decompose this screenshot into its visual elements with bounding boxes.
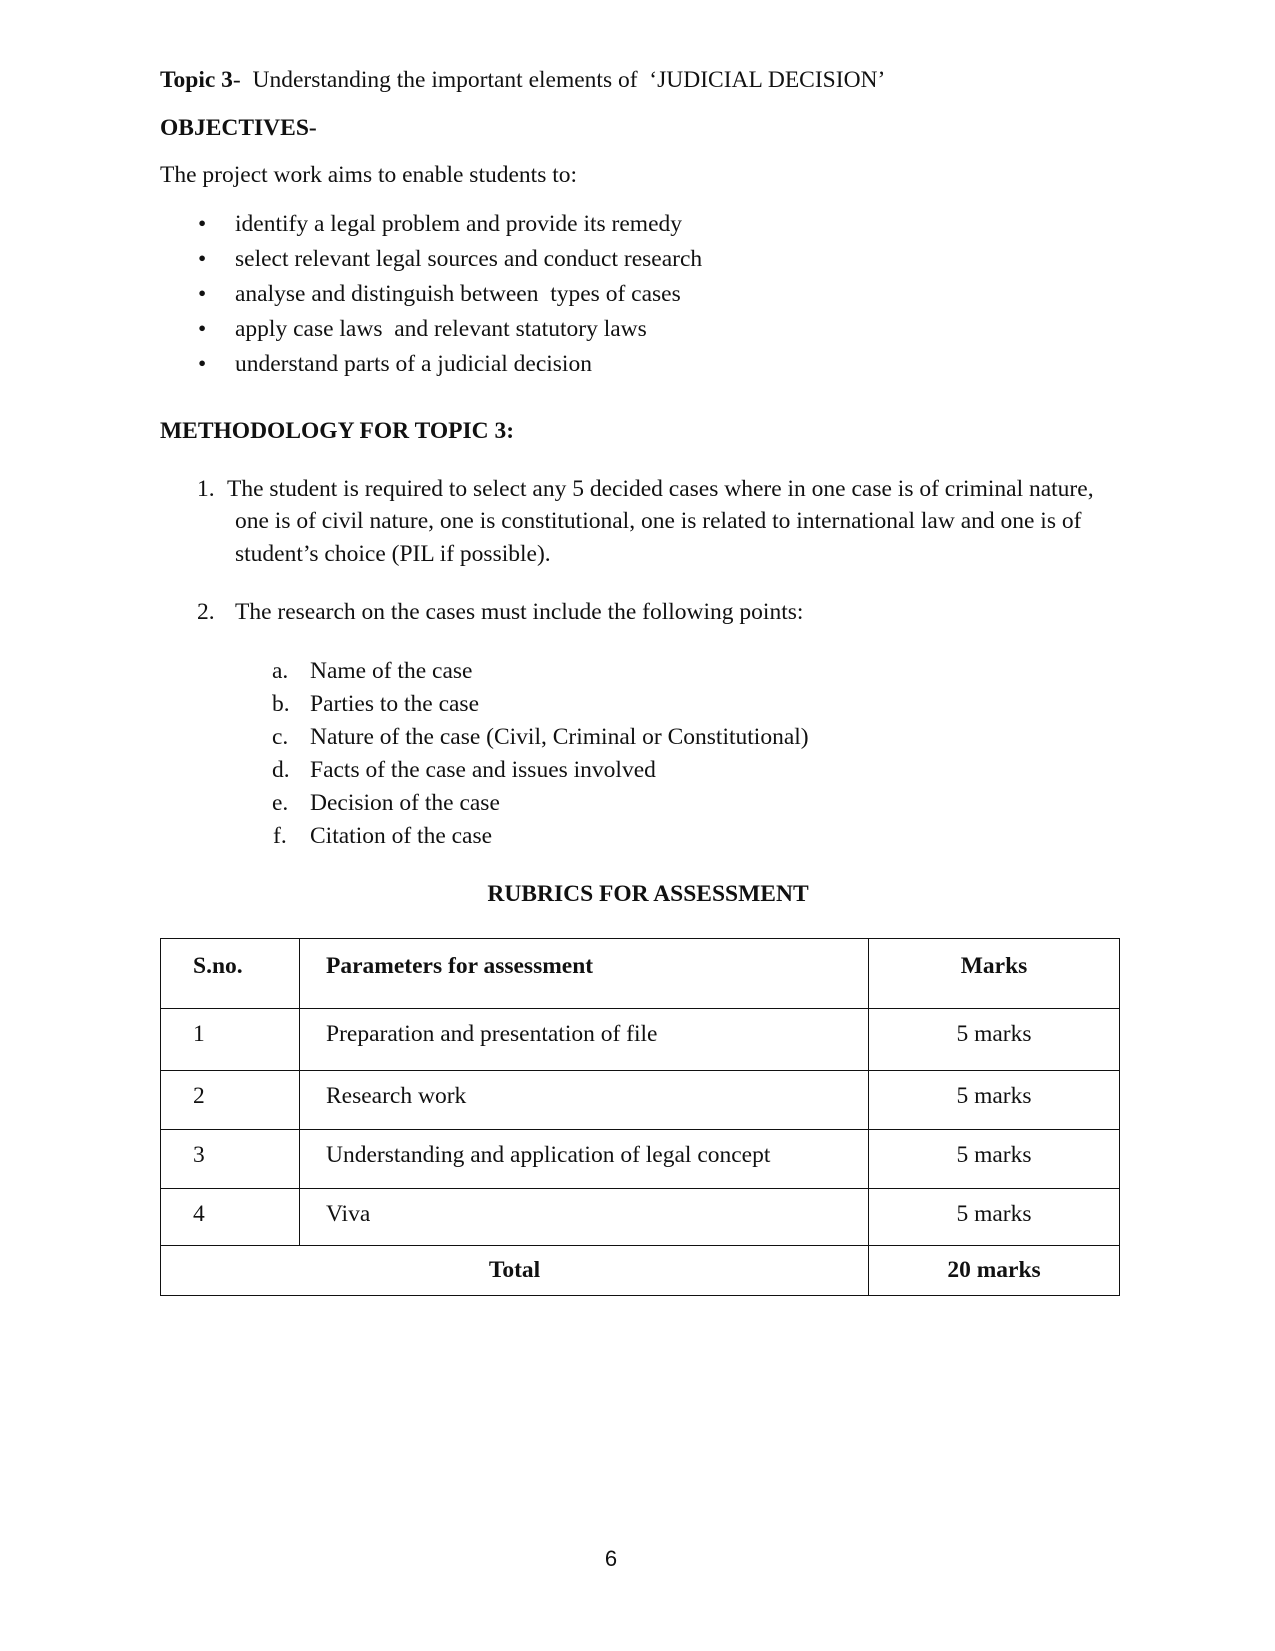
objectives-intro: The project work aims to enable students to: (160, 162, 578, 188)
total-label: Total (161, 1246, 869, 1296)
point-text: Citation of the case (310, 823, 493, 849)
header-sno: S.no. (161, 939, 300, 1009)
point-letter: e. (272, 790, 289, 816)
total-value: 20 marks (869, 1246, 1120, 1296)
rubrics-heading: RUBRICS FOR ASSESSMENT (487, 881, 809, 907)
table-row (161, 1071, 1120, 1130)
cell-sno: 4 (161, 1189, 300, 1246)
step-number: 2. (197, 599, 215, 625)
point-letter: a. (272, 658, 289, 684)
point-letter: b. (272, 691, 290, 717)
topic-line (160, 66, 885, 94)
bullet: • (198, 351, 207, 377)
step-number: 1. (197, 476, 215, 502)
bullet: • (198, 281, 207, 307)
point-text: Nature of the case (Civil, Criminal or Constitutional) (310, 724, 809, 750)
methodology-heading: METHODOLOGY FOR TOPIC 3: (160, 418, 515, 444)
point-text: Decision of the case (310, 790, 500, 816)
table-total-row (161, 1246, 1120, 1296)
cell-parameter: Understanding and application of legal concept (300, 1130, 869, 1189)
list-item: understand parts of a judicial decision (235, 351, 592, 377)
step-line: The student is required to select any 5 decided cases where in one case is of criminal nature, (227, 476, 1094, 502)
table-header-row (161, 939, 1120, 1009)
table-row (161, 1189, 1120, 1246)
list-item: identify a legal problem and provide its remedy (235, 211, 683, 237)
table-row (161, 1130, 1120, 1189)
rubrics-table (160, 938, 1120, 1296)
cell-marks: 5 marks (869, 1130, 1120, 1189)
cell-sno: 3 (161, 1130, 300, 1189)
cell-parameter: Viva (300, 1189, 869, 1246)
list-item: apply case laws and relevant statutory laws (235, 316, 647, 342)
bullet: • (198, 316, 207, 342)
point-text: Name of the case (310, 658, 473, 684)
bullet: • (198, 246, 207, 272)
cell-sno: 2 (161, 1071, 300, 1130)
point-letter: f. (273, 823, 287, 849)
step-line: one is of civil nature, one is constitutional, one is related to international law and one is of (235, 508, 1082, 534)
list-item: analyse and distinguish between types of cases (235, 281, 681, 307)
cell-parameter: Research work (300, 1071, 869, 1130)
cell-sno: 1 (161, 1009, 300, 1071)
cell-marks: 5 marks (869, 1009, 1120, 1071)
header-marks: Marks (869, 939, 1120, 1009)
step-line: The research on the cases must include the following points: (235, 599, 804, 625)
point-letter: d. (272, 757, 290, 783)
topic-label: Topic 3 (160, 67, 233, 93)
bullet: • (198, 211, 207, 237)
step-line: student’s choice (PIL if possible). (235, 541, 551, 567)
point-text: Facts of the case and issues involved (310, 757, 656, 783)
table-row (161, 1009, 1120, 1071)
objectives-heading: OBJECTIVES- (160, 115, 317, 141)
point-letter: c. (272, 724, 289, 750)
cell-parameter: Preparation and presentation of file (300, 1009, 869, 1071)
topic-text: - Understanding the important elements of ‘JUDICIAL DECISION’ (232, 67, 886, 93)
page-number: 6 (604, 1546, 618, 1571)
point-text: Parties to the case (310, 691, 480, 717)
cell-marks: 5 marks (869, 1189, 1120, 1246)
cell-marks: 5 marks (869, 1071, 1120, 1130)
header-parameters: Parameters for assessment (300, 939, 869, 1009)
list-item: select relevant legal sources and conduct research (235, 246, 703, 272)
